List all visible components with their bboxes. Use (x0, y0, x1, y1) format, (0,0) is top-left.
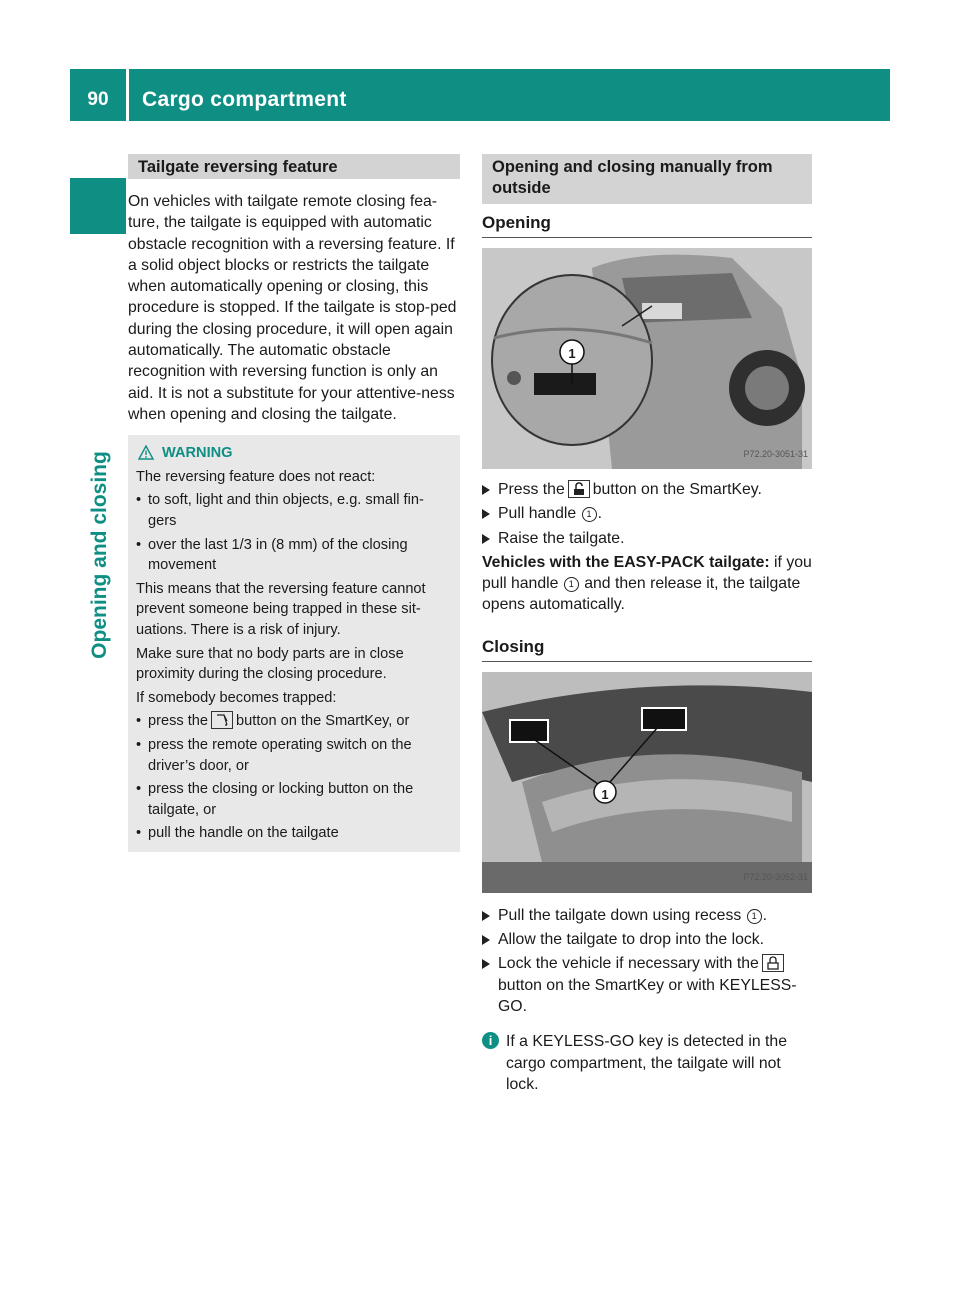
callout-1-icon: 1 (747, 909, 762, 924)
closing-step-2: Allow the tailgate to drop into the lock. (482, 929, 812, 950)
opening-step-1: Press the button on the SmartKey. (482, 479, 812, 500)
opening-step-2: Pull handle 1 . (482, 503, 812, 524)
warning-para3: Make sure that no body parts are in close proximity during the closing procedure. (136, 645, 404, 683)
warning-line1: The reversing feature does not react: (136, 468, 376, 485)
unlock-key-icon (568, 480, 590, 498)
header-divider (126, 69, 129, 121)
info-note: i If a KEYLESS-GO key is detected in the cargo compartment, the tailgate will not lock. (482, 1031, 812, 1095)
opening-photo (482, 248, 812, 469)
opening-step-3: Raise the tailgate. (482, 528, 812, 549)
section-title: Cargo compartment (142, 88, 347, 111)
warning-box (128, 435, 460, 852)
callout-1-icon: 1 (564, 577, 579, 592)
page-header (70, 69, 890, 121)
closing-photo-code: P72.20-3052-31 (743, 872, 808, 883)
warning-bullet: • to soft, light and thin objects, e.g. small fin-gers (136, 490, 452, 531)
subhead-opening: Opening (482, 212, 812, 238)
lock-key-icon (762, 954, 784, 972)
heading-tailgate-reversing: Tailgate reversing feature (128, 154, 460, 179)
easy-pack-note: Vehicles with the EASY-PACK tailgate: if you pull handle 1 and then release it, the tailgate opens automatically. (482, 553, 812, 614)
closing-photo (482, 672, 812, 893)
opening-photo-code: P72.20-3051-31 (743, 448, 808, 459)
warning-title: WARNING (138, 443, 452, 464)
subhead-closing: Closing (482, 636, 812, 662)
page-number: 90 (87, 89, 109, 110)
closing-callout: 1 (601, 786, 609, 802)
warning-bullet: • over the last 1/3 in (8 mm) of the closing movement (136, 535, 452, 576)
chapter-label: Opening and closing (88, 451, 111, 659)
tailgate-recess-illustration (482, 672, 812, 893)
warning-bullet: • pull the handle on the tailgate (136, 823, 452, 844)
warning-triangle-icon (138, 445, 154, 460)
side-tab-marker (70, 178, 126, 234)
warning-para4: If somebody becomes trapped: (136, 689, 337, 706)
closing-step-3: Lock the vehicle if necessary with the button on the SmartKey or with KEYLESS-GO. (482, 953, 812, 1017)
left-column (128, 154, 460, 852)
info-icon: i (482, 1032, 499, 1049)
tailgate-handle-illustration (482, 248, 812, 469)
intro-paragraph: On vehicles with tailgate remote closing fea-ture, the tailgate is equipped with automatic obstacle recognition with a reversing feature. If a solid object blocks or restricts the tailgate when automatically opening or closing, this procedure is stopped. If the tailgate is stop-ped during the closing procedure, it will open again automatically. The automatic obstacle recognition with reversing function is only an aid. It is not a substitute for your attentive-ness when opening and closing the tailgate. (128, 193, 457, 423)
warning-bullet: • press the remote operating switch on the driver’s door, or (136, 735, 452, 776)
tailgate-close-key-icon (211, 711, 233, 729)
warning-bullet: • press the closing or locking button on the tailgate, or (136, 779, 452, 820)
heading-manual-opening: Opening and closing manually from outside (482, 154, 812, 204)
closing-step-1: Pull the tailgate down using recess 1 . (482, 905, 812, 926)
warning-para2: This means that the reversing feature cannot prevent someone being trapped in these sit-uations. There is a risk of injury. (136, 580, 426, 639)
right-column (482, 154, 812, 1095)
warning-bullet-press: • press the button on the SmartKey, or (136, 711, 452, 732)
callout-1-icon: 1 (582, 507, 597, 522)
opening-callout: 1 (568, 346, 576, 361)
